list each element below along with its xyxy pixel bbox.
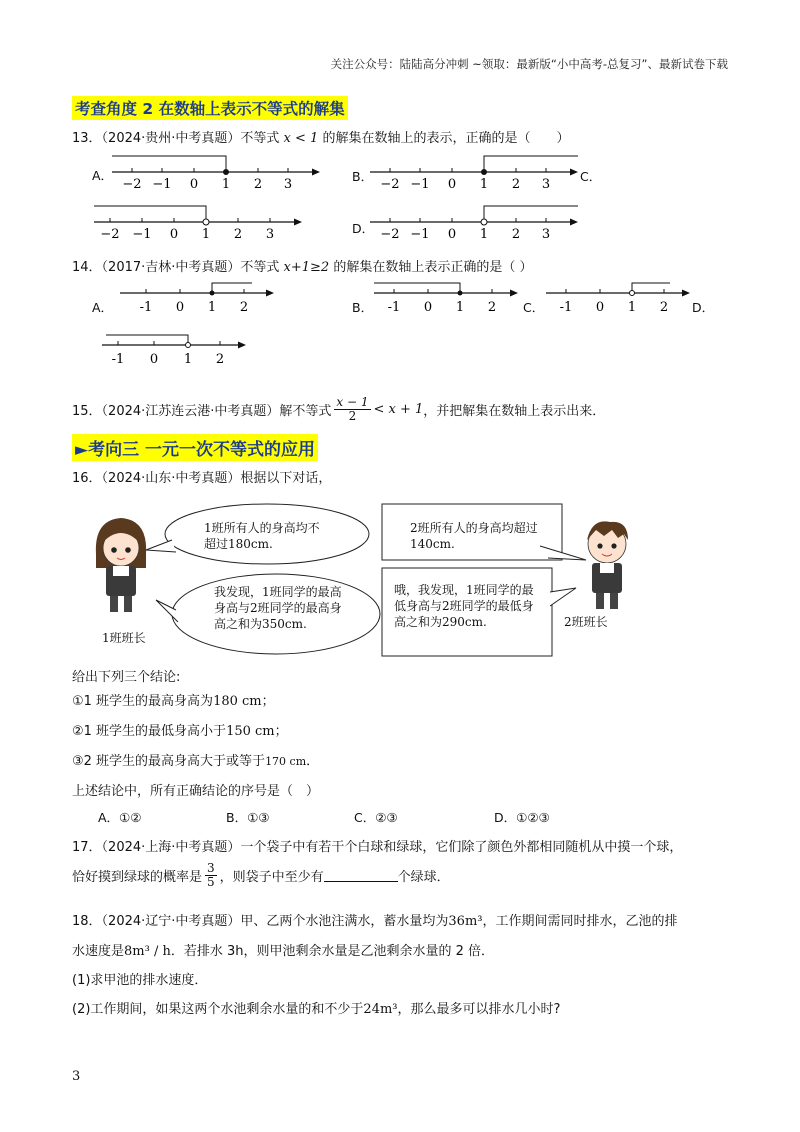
tick-label: 0 [447, 177, 457, 192]
tick-label: −1 [410, 227, 430, 242]
solution-ray [484, 156, 578, 172]
q16-conclusion-2 [72, 720, 288, 739]
tick-label: 1 [479, 177, 489, 192]
tick-label: −2 [100, 227, 120, 242]
tick-label: 1 [479, 227, 489, 242]
solid-point [481, 169, 487, 175]
axis-arrow [266, 290, 274, 297]
tick-label: 2 [253, 177, 263, 192]
ticks [390, 218, 546, 222]
tick-label: −2 [380, 177, 400, 192]
tick-label: 0 [169, 227, 179, 242]
q14-math: x+1≥2 [283, 260, 330, 275]
ticks [132, 168, 288, 172]
q13-stem-text: 13．（2024·贵州·中考真题）不等式 [72, 131, 280, 146]
ticks [394, 289, 492, 293]
q13-numberline-a [108, 150, 328, 192]
solid-point [458, 291, 463, 296]
q14-option-b-label: B． [352, 300, 374, 315]
tick-label: 2 [511, 227, 521, 242]
c1-text: ①1 班学生的最高身高为 [72, 694, 214, 709]
tick-label: 1 [627, 300, 637, 315]
q14-option-c-label: C． [523, 300, 545, 315]
q14-numberline-a [118, 280, 278, 316]
tick-label: 3 [541, 227, 551, 242]
tick-label: 2 [215, 352, 225, 367]
tick-label: 0 [447, 227, 457, 242]
q17-fraction [205, 862, 217, 889]
c1-value: 180 cm [213, 694, 262, 709]
tick-label: -1 [559, 300, 573, 315]
q14-option-d-label: D． [692, 300, 715, 315]
q14-numberline-b [372, 280, 522, 316]
tick-label: 0 [149, 352, 159, 367]
q18-s2-pre: (2)工作期间，如果这两个水池剩余水量的和不少于 [72, 1002, 364, 1017]
tick-label: 1 [201, 227, 211, 242]
q18-v3: 24m³ [363, 1002, 398, 1017]
q14-option-a-label: A． [92, 300, 114, 315]
tick-label: 2 [511, 177, 521, 192]
q13-option-d-label: D． [352, 221, 375, 236]
axis-arrow [510, 290, 518, 297]
q15-rhs: < x + 1 [373, 402, 424, 417]
axis-arrow [312, 169, 320, 176]
q16-option-b: B．①③ [226, 810, 270, 825]
c2-value: 150 cm [226, 724, 275, 739]
section-title-direction3: ►考向三 一元一次不等式的应用 [72, 434, 318, 461]
q17-mid: ，则袋子中至少有 [219, 870, 324, 885]
q17-line-2 [72, 862, 450, 889]
tick-label: 0 [189, 177, 199, 192]
question-13-stem [72, 127, 569, 146]
c3-text: ③2 班学生的最高身高大于或等于 [72, 754, 266, 769]
q18-sub-2 [72, 998, 560, 1017]
q18-line-1 [72, 910, 678, 929]
q16-option-d: D．①②③ [494, 810, 550, 825]
q16-stem: 16．（2024·山东·中考真题）根据以下对话， [72, 471, 332, 486]
label-class1-monitor: 1班班长 [102, 631, 146, 645]
q14-tail: 的解集在数轴上表示正确的是（ ） [333, 260, 533, 275]
q16-intro: 给出下列三个结论: [72, 670, 181, 685]
dialogue-illustration [84, 500, 714, 660]
hollow-point [203, 219, 209, 225]
tick-label: 1 [455, 300, 465, 315]
q14-numberline-c [544, 280, 694, 316]
section-title-angle2: 考查角度 2 在数轴上表示不等式的解集 [72, 96, 348, 120]
question-14-stem [72, 256, 533, 275]
q18-post: ，工作期间需同时排水，乙池的排 [482, 914, 678, 929]
solid-point [223, 169, 229, 175]
c2-end: ； [274, 724, 288, 739]
ticks [390, 168, 546, 172]
tick-label: −1 [410, 177, 430, 192]
q16-option-c: C．②③ [354, 810, 398, 825]
label-class2-monitor: 2班班长 [564, 615, 608, 629]
q15-stem: 15．（2024·江苏连云港·中考真题）解不等式 [72, 404, 332, 419]
ticks [110, 218, 270, 222]
axis-arrow [294, 219, 302, 226]
q13-numberline-d [366, 198, 586, 242]
c3-end: ． [306, 754, 320, 769]
q13-numberline-c [90, 198, 310, 242]
solution-ray [112, 156, 226, 172]
q16-ask: 上述结论中，所有正确结论的序号是（ ） [72, 784, 320, 799]
q18-v2: 8m³ / h [124, 944, 171, 959]
solution-ray [94, 206, 206, 218]
q13-option-b-label: B． [352, 169, 374, 184]
q17-answer-blank[interactable] [324, 869, 398, 882]
solution-ray [374, 283, 460, 293]
tick-label: −2 [380, 227, 400, 242]
c3-value: 170 cm [265, 755, 307, 768]
q15-frac-den: 2 [348, 409, 357, 423]
q17-pre: 恰好摸到绿球的概率是 [72, 870, 203, 885]
solution-ray [212, 283, 252, 293]
solution-ray [484, 206, 578, 218]
bubble-2-text: 我发现，1班同学的最高身高与2班同学的最高身高之和为350cm. [214, 585, 342, 631]
tick-label: 2 [487, 300, 497, 315]
q18-sub-1: (1)求甲池的排水速度． [72, 973, 208, 988]
axis-arrow [238, 342, 246, 349]
q16-option-a: A．①② [98, 810, 142, 825]
tick-label: 2 [233, 227, 243, 242]
tick-label: 0 [175, 300, 185, 315]
axis-arrow [570, 219, 578, 226]
q18-pre: 18．（2024·辽宁·中考真题）甲、乙两个水池注满水，蓄水量均为 [72, 914, 449, 929]
tick-label: 3 [283, 177, 293, 192]
page-number: 3 [72, 1069, 81, 1084]
q17-post: 个绿球． [397, 870, 450, 885]
ticks [118, 341, 220, 345]
q15-frac-num: x − 1 [336, 395, 369, 409]
q16-conclusion-3 [72, 750, 319, 769]
tick-label: 1 [207, 300, 217, 315]
bubble-3-text: 2班所有人的身高均超过140cm. [410, 521, 538, 551]
boy-monitor-icon [572, 508, 642, 618]
tick-label: 3 [265, 227, 275, 242]
q18-s2-post: ，那么最多可以排水几小时? [397, 1002, 561, 1017]
c2-text: ②1 班学生的最低身高小于 [72, 724, 227, 739]
q18-l2-post: ．若排水 3h，则甲池剩余水量是乙池剩余水量的 2 倍． [170, 944, 495, 959]
q17-line-1: 17．（2024·上海·中考真题）一个袋子中有若干个白球和绿球，它们除了颜色外都相同随机从中摸一个球， [72, 840, 683, 855]
tick-label: 0 [595, 300, 605, 315]
q18-line-2 [72, 940, 494, 959]
q14-numberline-d [100, 330, 250, 370]
tick-label: −1 [152, 177, 172, 192]
tick-label: -1 [139, 300, 153, 315]
question-15 [72, 396, 605, 423]
tick-label: 3 [541, 177, 551, 192]
page-header: 关注公众号：陆陆高分冲刺 ~领取：最新版“小中高考-总复习”、最新试卷下载 [330, 57, 728, 71]
q13-math: x < 1 [283, 131, 319, 146]
q13-option-a-label: A． [92, 168, 114, 183]
hollow-point [630, 291, 635, 296]
tick-label: 2 [239, 300, 249, 315]
tick-label: 2 [659, 300, 669, 315]
q16-conclusion-1 [72, 690, 275, 709]
q15-tail: ，并把解集在数轴上表示出来． [423, 404, 606, 419]
bubble-4-text: 哦，我发现，1班同学的最低身高与2班同学的最低身高之和为290cm. [394, 583, 534, 629]
solid-point [210, 291, 215, 296]
tick-label: 1 [183, 352, 193, 367]
ticks [566, 289, 664, 293]
bubble-1-text: 1班所有人的身高均不超过180cm. [204, 521, 320, 551]
q18-l2-pre: 水速度是 [72, 944, 125, 959]
ticks [146, 289, 244, 293]
tick-label: 0 [423, 300, 433, 315]
q14-stem-text: 14．（2017·吉林·中考真题）不等式 [72, 260, 280, 275]
tick-label: -1 [111, 352, 125, 367]
tick-label: −2 [122, 177, 142, 192]
axis-arrow [570, 169, 578, 176]
q15-fraction [334, 396, 370, 423]
q18-v1: 36m³ [448, 914, 483, 929]
hollow-point [481, 219, 487, 225]
tick-label: −1 [132, 227, 152, 242]
q17-frac-num: 3 [207, 861, 215, 875]
q13-numberline-b [366, 150, 586, 192]
tick-label: -1 [387, 300, 401, 315]
hollow-point [186, 343, 191, 348]
tick-label: 1 [221, 177, 231, 192]
axis-arrow [682, 290, 690, 297]
c1-end: ； [261, 694, 275, 709]
q13-tail: 的解集在数轴上的表示，正确的是（ ） [322, 131, 570, 146]
q17-frac-den: 5 [207, 875, 215, 889]
q13-option-c-label: C． [580, 169, 602, 184]
